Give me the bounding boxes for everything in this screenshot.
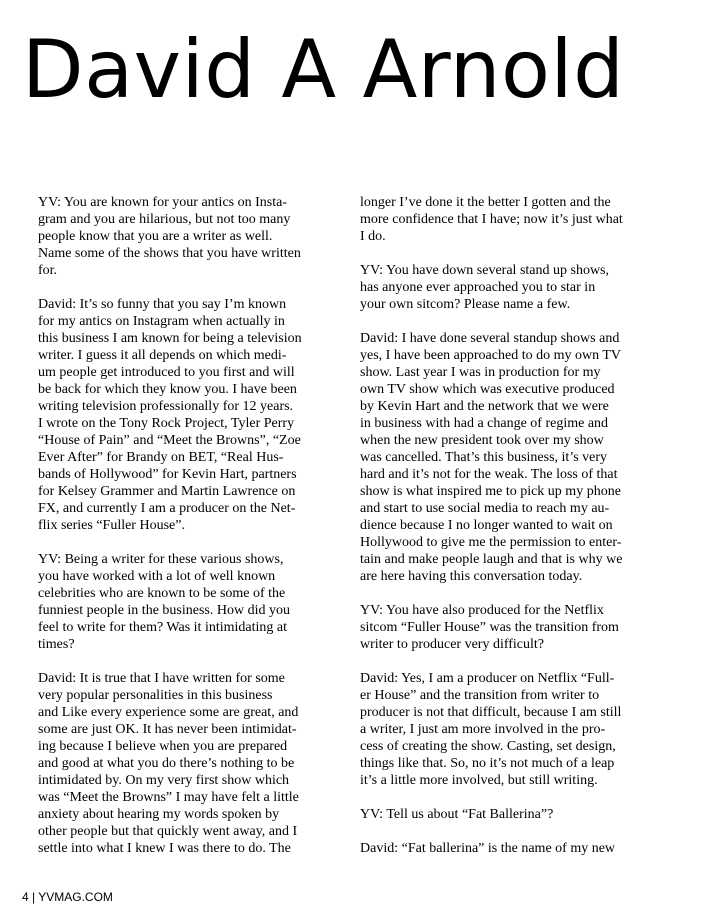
text-line: YV: You are known for your antics on Insta- xyxy=(38,195,287,210)
text-line: by Kevin Hart and the network that we were xyxy=(360,399,609,414)
article-paragraph xyxy=(38,194,338,279)
text-line: be back for which they know you. I have been xyxy=(38,382,297,397)
text-line: show. Last year I was in production for my xyxy=(360,365,601,380)
text-line: YV: You have down several stand up shows, xyxy=(360,263,609,278)
text-line: writing television professionally for 12 years. xyxy=(38,399,294,414)
text-line: dience because I no longer wanted to wait on xyxy=(360,518,613,533)
text-line: your own sitcom? Please name a few. xyxy=(360,297,571,312)
text-line: Ever After” for Brandy on BET, “Real Hus- xyxy=(38,450,284,465)
text-line: own TV show which was executive produced xyxy=(360,382,615,397)
text-line: funniest people in the business. How did you xyxy=(38,603,290,618)
text-line: intimidated by. On my very first show which xyxy=(38,773,290,788)
text-line: settle into what I knew I was there to do. The xyxy=(38,841,291,856)
article-paragraph xyxy=(360,602,660,653)
article-paragraph xyxy=(360,670,660,789)
text-line: David: Yes, I am a producer on Netflix “Full- xyxy=(360,671,615,686)
article-paragraph xyxy=(360,194,660,245)
text-line: writer. I guess it all depends on which medi- xyxy=(38,348,287,363)
text-line: sitcom “Fuller House” was the transition from xyxy=(360,620,619,635)
text-line: YV: Being a writer for these various shows, xyxy=(38,552,284,567)
text-line: feel to write for them? Was it intimidating at xyxy=(38,620,287,635)
text-line: YV: You have also produced for the Netflix xyxy=(360,603,604,618)
text-line: this business I am known for being a television xyxy=(38,331,302,346)
text-line: other people but that quickly went away, and I xyxy=(38,824,298,839)
paragraph-gap xyxy=(360,789,660,806)
text-line: people know that you are a writer as well. xyxy=(38,229,273,244)
text-line: ing because I believe when you are prepared xyxy=(38,739,288,754)
paragraph-gap xyxy=(360,823,660,840)
text-line: I do. xyxy=(360,229,386,244)
text-line: show is what inspired me to pick up my phone xyxy=(360,484,621,499)
text-line: longer I’ve done it the better I gotten and the xyxy=(360,195,611,210)
left-column xyxy=(38,194,338,857)
paragraph-gap xyxy=(38,653,338,670)
article-paragraph xyxy=(38,670,338,857)
text-line: very popular personalities in this business xyxy=(38,688,273,703)
text-line: and start to use social media to reach my au- xyxy=(360,501,610,516)
text-line: you have worked with a lot of well known xyxy=(38,569,276,584)
text-line: and good at what you do there’s nothing to be xyxy=(38,756,295,771)
text-line: for Kelsey Grammer and Martin Lawrence on xyxy=(38,484,296,499)
text-line: in business with had a change of regime and xyxy=(360,416,609,431)
paragraph-gap xyxy=(360,313,660,330)
text-line: anxiety about hearing my words spoken by xyxy=(38,807,280,822)
text-line: um people get introduced to you first and will xyxy=(38,365,295,380)
text-line: times? xyxy=(38,637,75,652)
paragraph-gap xyxy=(360,585,660,602)
text-line: was “Meet the Browns” I may have felt a little xyxy=(38,790,299,805)
article-paragraph xyxy=(38,296,338,534)
text-line: celebrities who are known to be some of the xyxy=(38,586,286,601)
text-line: are here having this conversation today. xyxy=(360,569,583,584)
article-paragraph xyxy=(360,840,660,857)
text-line: David: It’s so funny that you say I’m known xyxy=(38,297,287,312)
paragraph-gap xyxy=(360,245,660,262)
text-line: and Like every experience some are great, and xyxy=(38,705,299,720)
text-line: things like that. So, no it’s not much of a leap xyxy=(360,756,615,771)
text-line: flix series “Fuller House”. xyxy=(38,518,185,533)
text-line: more confidence that I have; now it’s just what xyxy=(360,212,623,227)
paragraph-gap xyxy=(38,534,338,551)
page-footer: 4 | YVMAG.COM xyxy=(22,890,113,904)
text-line: er House” and the transition from writer to xyxy=(360,688,600,703)
text-line: Name some of the shows that you have written xyxy=(38,246,301,261)
text-line: it’s a little more involved, but still writing. xyxy=(360,773,598,788)
text-line: has anyone ever approached you to star in xyxy=(360,280,596,295)
page-title: David A Arnold xyxy=(22,23,625,116)
article-paragraph xyxy=(360,806,660,823)
text-line: some are just OK. It has never been intimidat- xyxy=(38,722,297,737)
text-line: when the new president took over my show xyxy=(360,433,604,448)
text-line: David: I have done several standup shows and xyxy=(360,331,620,346)
right-column xyxy=(360,194,660,857)
text-line: was cancelled. That’s this business, it’s very xyxy=(360,450,608,465)
text-line: writer to producer very difficult? xyxy=(360,637,545,652)
text-line: for my antics on Instagram when actually in xyxy=(38,314,285,329)
paragraph-gap xyxy=(360,653,660,670)
text-line: tain and make people laugh and that is why we xyxy=(360,552,623,567)
text-line: Hollywood to give me the permission to enter- xyxy=(360,535,622,550)
text-line: “House of Pain” and “Meet the Browns”, “Zoe xyxy=(38,433,301,448)
text-line: FX, and currently I am a producer on the Net- xyxy=(38,501,296,516)
text-line: producer is not that difficult, because I am still xyxy=(360,705,622,720)
text-line: I wrote on the Tony Rock Project, Tyler Perry xyxy=(38,416,295,431)
text-line: David: It is true that I have written for some xyxy=(38,671,285,686)
text-line: cess of creating the show. Casting, set design, xyxy=(360,739,616,754)
text-line: David: “Fat ballerina” is the name of my new xyxy=(360,841,616,856)
text-line: hard and it’s not for the weak. The loss of that xyxy=(360,467,618,482)
text-line: bands of Hollywood” for Kevin Hart, partners xyxy=(38,467,297,482)
paragraph-gap xyxy=(38,279,338,296)
article-paragraph xyxy=(38,551,338,653)
article-paragraph xyxy=(360,262,660,313)
text-line: YV: Tell us about “Fat Ballerina”? xyxy=(360,807,554,822)
text-line: for. xyxy=(38,263,58,278)
text-line: yes, I have been approached to do my own TV xyxy=(360,348,621,363)
article-paragraph xyxy=(360,330,660,585)
text-line: gram and you are hilarious, but not too many xyxy=(38,212,291,227)
text-line: a writer, I just am more involved in the pro- xyxy=(360,722,606,737)
